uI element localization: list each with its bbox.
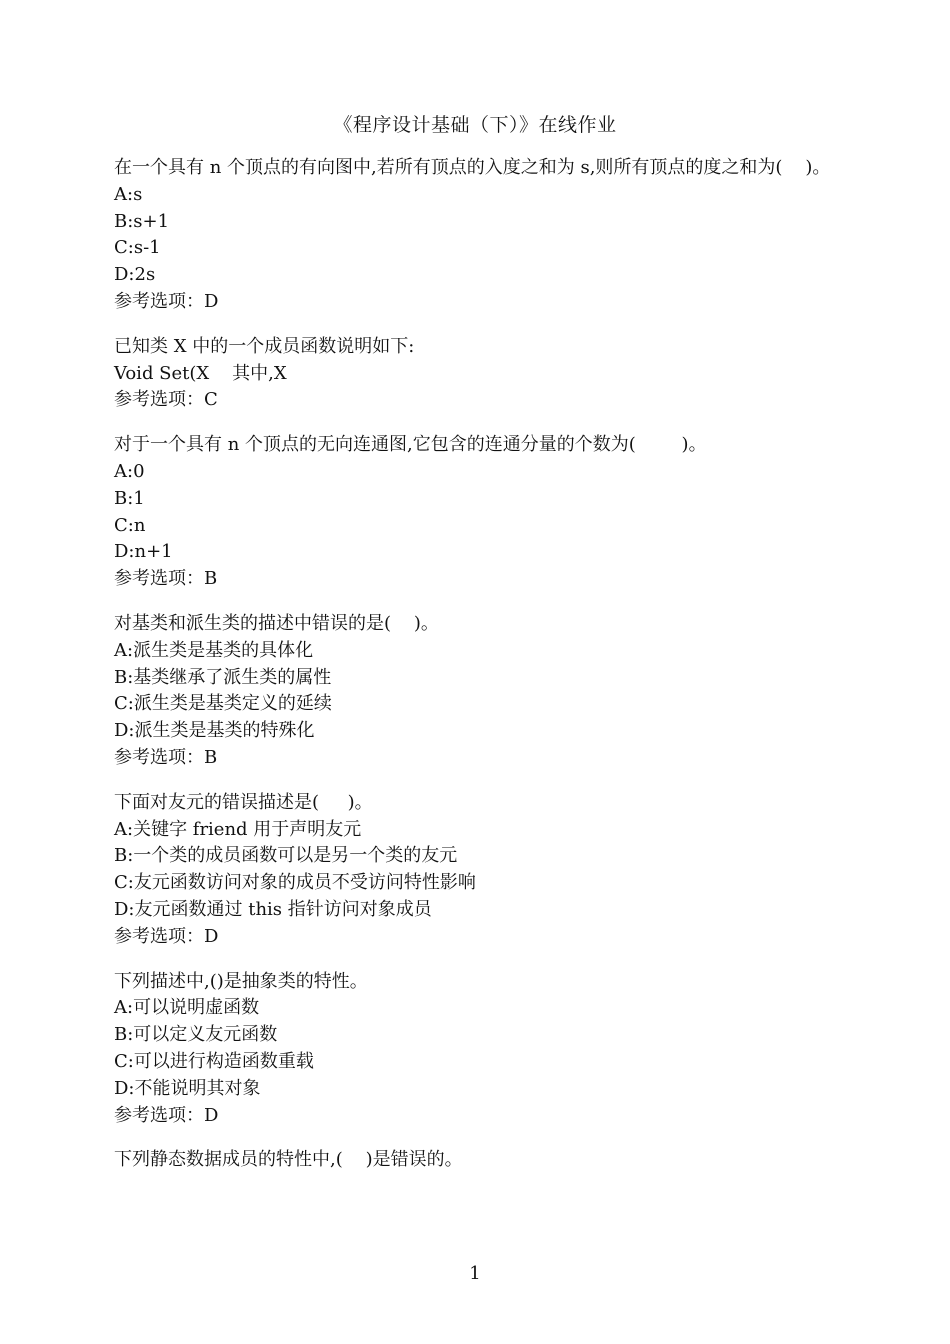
option-d: D:派生类是基类的特殊化 bbox=[114, 720, 315, 742]
question-3 bbox=[114, 432, 844, 593]
option-d: D:友元函数通过 this 指针访问对象成员 bbox=[114, 898, 432, 920]
question-5 bbox=[114, 790, 844, 951]
option-b: B:可以定义友元函数 bbox=[114, 1024, 278, 1046]
page-number: 1 bbox=[469, 1263, 481, 1284]
option-a: A:s bbox=[114, 183, 143, 205]
question-list bbox=[114, 155, 844, 1192]
question-4 bbox=[114, 611, 844, 772]
option-c: C:n bbox=[114, 514, 146, 536]
question-stem: 下面对友元的错误描述是( )。 bbox=[114, 791, 373, 813]
question-7 bbox=[114, 1147, 844, 1174]
option-b: B:基类继承了派生类的属性 bbox=[114, 666, 332, 688]
option-b: B:一个类的成员函数可以是另一个类的友元 bbox=[114, 845, 458, 867]
reference-answer: 参考选项：B bbox=[114, 746, 218, 768]
question-6 bbox=[114, 969, 844, 1130]
question-stem: 下列描述中,()是抽象类的特性。 bbox=[114, 970, 368, 992]
page-title: 《程序设计基础（下）》在线作业 bbox=[333, 114, 617, 136]
option-b: B:1 bbox=[114, 487, 145, 509]
option-d: D:n+1 bbox=[114, 541, 173, 563]
reference-answer: 参考选项：D bbox=[114, 290, 219, 312]
option-a: A:0 bbox=[114, 460, 145, 482]
option-c: C:派生类是基类定义的延续 bbox=[114, 693, 332, 715]
question-2 bbox=[114, 334, 844, 414]
question-1 bbox=[114, 155, 844, 316]
option-c: C:s-1 bbox=[114, 237, 161, 259]
question-stem: 对基类和派生类的描述中错误的是( )。 bbox=[114, 612, 439, 634]
reference-answer: 参考选项：D bbox=[114, 1104, 219, 1126]
reference-answer: 参考选项：D bbox=[114, 925, 219, 947]
option-a: A:派生类是基类的具体化 bbox=[114, 639, 314, 661]
question-stem: 在一个具有 n 个顶点的有向图中,若所有顶点的入度之和为 s,则所有顶点的度之和为( )。 bbox=[114, 157, 831, 178]
question-stem: 已知类 X 中的一个成员函数说明如下: bbox=[114, 335, 415, 357]
option-a: A:可以说明虚函数 bbox=[114, 997, 260, 1019]
option-d: D:2s bbox=[114, 264, 156, 286]
option-b: B:s+1 bbox=[114, 210, 170, 232]
reference-answer: 参考选项：C bbox=[114, 389, 218, 411]
option-d: D:不能说明其对象 bbox=[114, 1077, 261, 1099]
option-c: C:友元函数访问对象的成员不受访问特性影响 bbox=[114, 872, 476, 894]
option-a: A:关键字 friend 用于声明友元 bbox=[114, 818, 362, 840]
option-c: C:可以进行构造函数重载 bbox=[114, 1050, 314, 1072]
reference-answer: 参考选项：B bbox=[114, 568, 218, 590]
question-stem: 对于一个具有 n 个顶点的无向连通图,它包含的连通分量的个数为( )。 bbox=[114, 434, 707, 456]
code-line: Void Set(X 其中,X bbox=[114, 362, 287, 384]
question-stem: 下列静态数据成员的特性中,( )是错误的。 bbox=[114, 1149, 463, 1171]
